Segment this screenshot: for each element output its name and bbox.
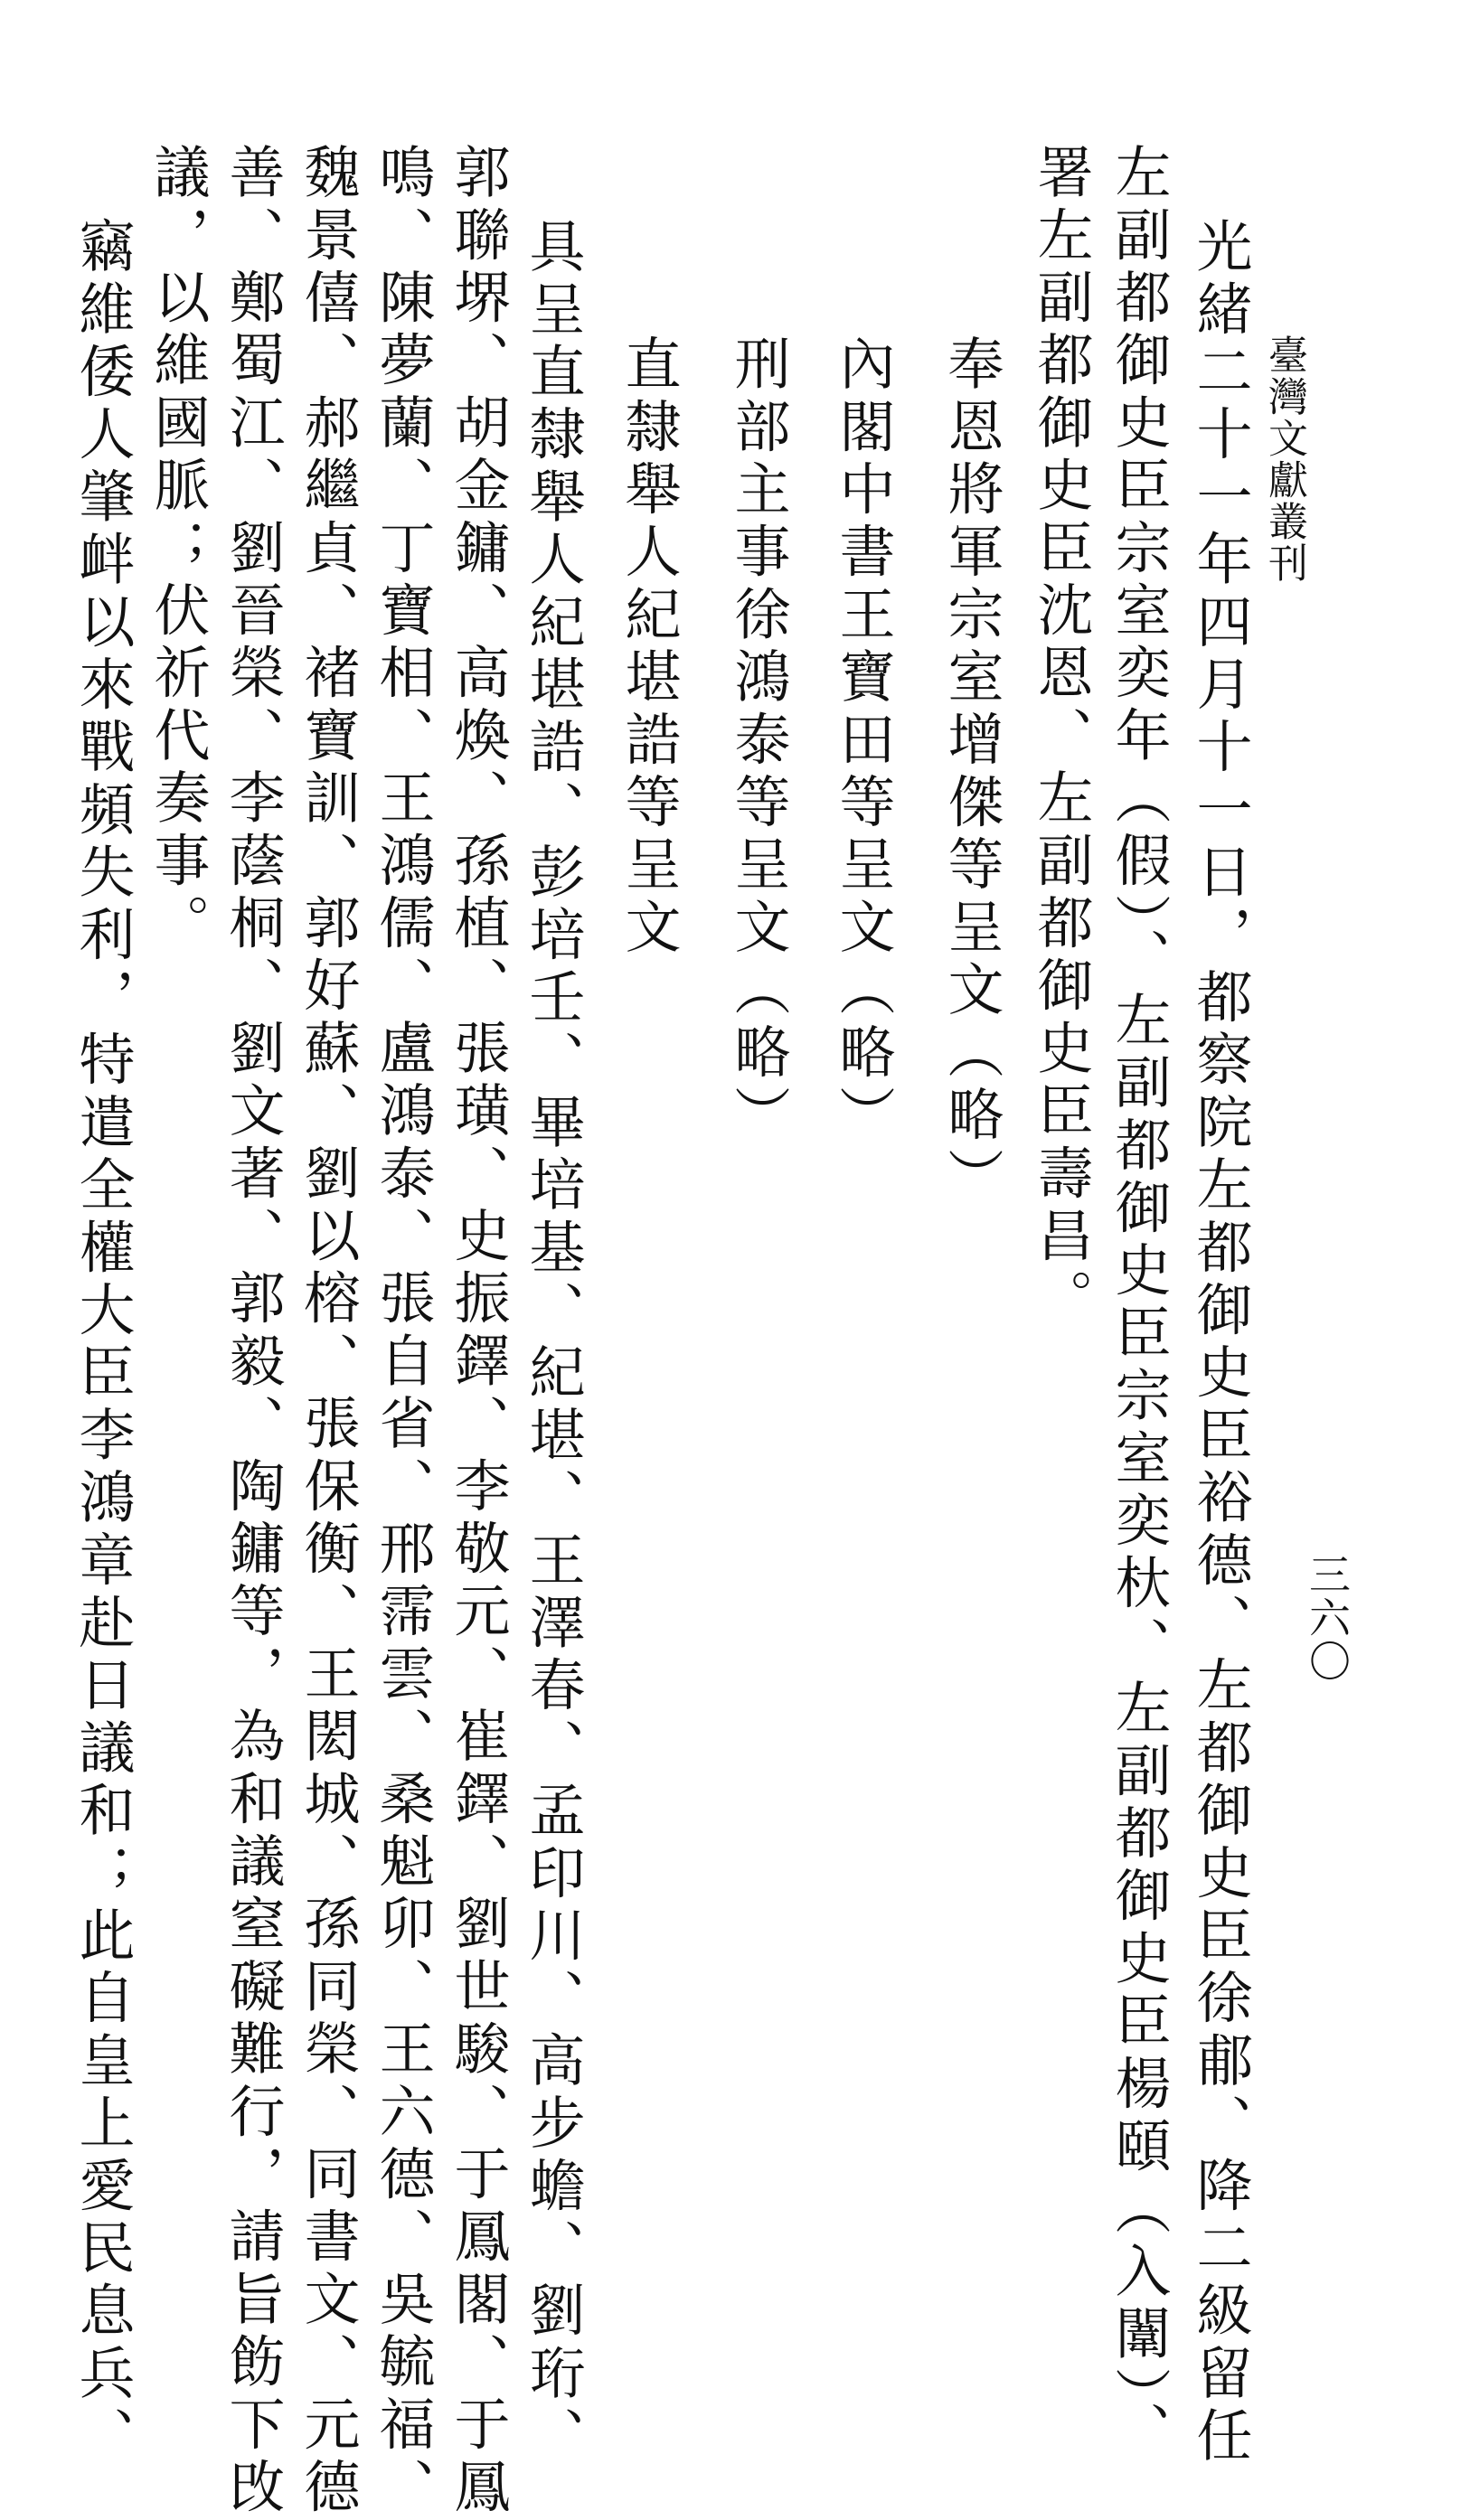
text-line-13: 議，以維國脈；伏祈代奏事。 [145,143,211,956]
text-line-3: 署左副都御史臣沈恩、左副都御史臣壽昌。 [1028,143,1094,1331]
page-number: 三六〇 [1303,1553,1352,1683]
text-line-2: 左副都御史臣宗室奕年（假）、左副都御史臣宗室奕杕、左副都御史臣楊頤（入闈）、 [1106,143,1172,2464]
text-line-8: 具呈直隸舉人紀堪誥、彭培壬、畢培基、紀堪、王澤春、孟印川、高步蟾、劉珩、 [520,217,586,2469]
running-header-title: 臺灣文獻叢刊 [1261,334,1307,584]
text-line-7: 直隸舉人紀堪誥等呈文 [616,334,682,960]
text-line-9: 郭聯堺、胡金鏞、高煥、孫植、張璜、史振鐸、李敬元、崔鐸、劉世駿、于鳳閣、于鳳 [445,143,511,2520]
text-line-6: 刑部主事徐鴻泰等呈文（略） [725,334,791,1148]
text-line-14: 竊維倭人肇衅以來戰頻失利，特遣全權大臣李鴻章赴日議和；此自皇上愛民息兵、 [70,217,136,2469]
text-line-12: 善、鄭蜀江、劉晉榮、李蔭桐、劉文著、郭毅、陶鏞等，為和議窒礙難行，請旨飭下攺 [220,143,286,2520]
text-line-11: 魏景僖、郝繼貞、褚寶訓、郭好蘇、劉以榕、張保衡、王閎城、孫同榮、同書文、元德 [295,143,361,2520]
text-line-4: 奉恩將軍宗室增傑等呈文（略） [938,334,1004,1210]
text-line-5: 內閣中書王寶田等呈文（略） [830,334,896,1148]
text-line-10: 鳴、陳夢蘭、丁寶相、王鴻儒、盧鴻泰、張自省、邢霈雲、桑魁卯、王六德、吳毓福、 [370,143,436,2520]
text-line-1: 光緒二十一年四月十一日，都察院左都御史臣裕德、左都御史臣徐郙、降二級留任 [1187,217,1253,2469]
